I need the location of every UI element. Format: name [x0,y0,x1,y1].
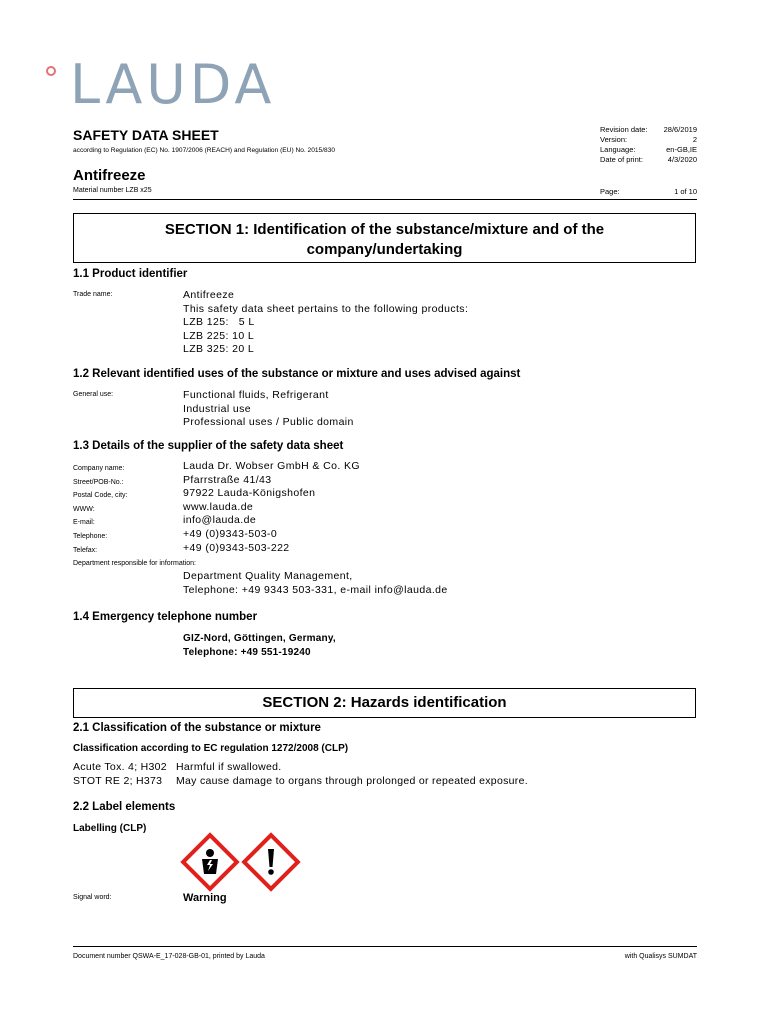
signal-word-label: Signal word: [73,894,112,901]
general-use-line: Functional fluids, Refrigerant [183,389,329,401]
trade-name-line: LZB 125: 5 L [183,316,255,329]
hazard-code: Acute Tox. 4; H302 [73,761,167,773]
hazard-statement: Harmful if swallowed. [176,761,282,773]
print-date-label: Date of print: [600,155,643,164]
logo-mark [46,66,56,76]
general-use-line: Professional uses / Public domain [183,416,354,429]
clp-classification-heading: Classification according to EC regulation 1272/2008 (CLP) [73,743,349,754]
email-label: E-mail: [73,519,95,527]
print-date-value: 4/3/2020 [667,155,697,164]
page-label: Page: [600,187,620,196]
meta-values [655,125,697,165]
footer-divider [73,946,697,947]
trade-name-line: LZB 225: 10 L [183,329,255,342]
exclamation-mark-icon [241,832,301,892]
department-line: Telephone: +49 9343 503-331, e-mail info@lauda.de [183,583,448,596]
hazard-code: STOT RE 2; H373 [73,775,163,787]
material-number: Material number LZB x25 [73,187,152,194]
product-name: Antifreeze [73,167,146,184]
heading-1-2: 1.2 Relevant identified uses of the substance or mixture and uses advised against [73,368,521,380]
website-link[interactable]: www.lauda.de [183,500,254,513]
regulation-text: according to Regulation (EC) No. 1907/2006 (REACH) and Regulation (EU) No. 2015/830 [73,147,336,154]
heading-2-2: 2.2 Label elements [73,801,176,813]
trade-name-line: LZB 325: 20 L [183,343,255,356]
trade-name-value [183,289,468,357]
section-2-title: SECTION 2: Hazards identification [73,688,696,718]
section-1-title-line-1: SECTION 1: Identification of the substance/mixture and of the [164,221,605,238]
health-hazard-icon [180,832,240,892]
header-divider [73,199,697,200]
telephone-value: +49 (0)9343-503-0 [183,527,278,540]
heading-1-3: 1.3 Details of the supplier of the safety data sheet [73,440,344,452]
general-use-line: Industrial use [183,402,252,415]
meta-labels [600,125,660,165]
heading-1-4: 1.4 Emergency telephone number [73,611,258,623]
company-logo: LAUDA [70,53,276,116]
heading-2-1: 2.1 Classification of the substance or mixture [73,722,321,734]
trade-name-line: Antifreeze [183,289,235,301]
postal-code-value: 97922 Lauda-Königshofen [183,487,316,500]
telefax-value: +49 (0)9343-503-222 [183,541,290,554]
hazard-statement: May cause damage to organs through prolonged or repeated exposure. [176,775,528,787]
hazard-row [73,774,528,788]
section-1-title-line-2: company/undertaking [306,241,463,258]
trade-name-label: Trade name: [73,291,113,298]
version-value: 2 [692,135,697,144]
hazard-list [73,760,528,788]
emergency-line: Telephone: +49 551-19240 [183,646,311,658]
postal-code-label: Postal Code, city: [73,492,128,500]
telephone-label: Telephone: [73,532,108,540]
language-label: Language: [600,145,636,154]
emergency-line: GIZ-Nord, Göttingen, Germany, [183,633,336,644]
trade-name-line: This safety data sheet pertains to the following products: [183,302,469,315]
www-label: WWW: [73,505,95,513]
supplier-labels [73,462,127,557]
street-value: Pfarrstraße 41/43 [183,473,272,486]
revision-date-label: Revision date: [600,125,648,134]
section-1-title [73,213,696,263]
department-label: Department responsible for information: [73,560,196,567]
labelling-heading: Labelling (CLP) [73,823,147,834]
general-use-label: General use: [73,391,114,398]
hazard-row [73,760,528,774]
email-link[interactable]: info@lauda.de [183,514,257,527]
signal-word-value: Warning [183,892,227,904]
company-name-label: Company name: [73,465,125,472]
department-value [183,570,448,597]
general-use-value [183,389,354,430]
version-label: Version: [600,135,628,144]
revision-date-value: 28/6/2019 [663,125,697,134]
heading-1-1: 1.1 Product identifier [73,268,188,280]
document-title: SAFETY DATA SHEET [73,127,219,143]
footer-software: with Qualisys SUMDAT [624,953,697,960]
page-number: 1 of 10 [674,187,697,196]
telefax-label: Telefax: [73,546,98,554]
language-value: en-GB,IE [666,145,697,154]
emergency-contact [183,632,336,659]
department-line: Department Quality Management, [183,570,353,582]
company-name-value: Lauda Dr. Wobser GmbH & Co. KG [183,460,360,472]
footer-document-number: Document number QSWA-E_17-028-GB-01, printed by Lauda [73,953,265,960]
supplier-values [183,460,360,555]
street-label: Street/POB-No.: [73,478,124,486]
